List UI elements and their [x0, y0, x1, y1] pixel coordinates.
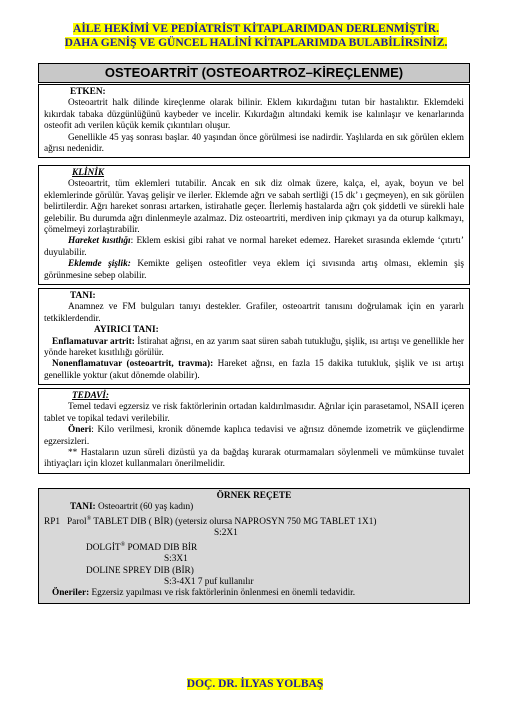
drug-2-rest: POMAD DIB BİR: [125, 542, 198, 553]
recete-drug-1: [44, 514, 464, 529]
recete-drug-2: [44, 540, 464, 555]
tani-p3-text: Hareket ağrısı, en fazla 15 dakika tutukluk, şişlik ve ısı artışı genellikle yoktur (akut dönemde olabilir).: [44, 359, 464, 381]
klinik-paragraph-1: Osteoartrit, tüm eklemleri tutabilir. Ancak en sık diz olmak üzere, kalça, el, ayak, boyun ve bel eklemlerinde görülür. Yavaş gelişir ve ilerler. Eklemde ağrı ve sabah sertliği (15 dk’ ı geçmeyen), en sık görülen belirtilerdir. Ağrı hareket sonrası artarken, istirahatle geçer. İlerlemiş hastalarda ağrı çok şiddetli ve sürekli hale gelebilir. Bu durumda ağrı dinlenmeyle azalmaz. Diz osteoartriti, merdiven inip çıkmayı ya da oturup kalkmayı, çömelmeyi zorlaştırabilir.: [44, 179, 464, 236]
recete-section: [38, 488, 470, 604]
tedavi-paragraph-1: Temel tedavi egzersiz ve risk faktörlerinin ortadan kaldırılmasıdır. Ağrılar için parasetamol, NSAII içeren tablet ve topikal tedavi verilebilir.: [44, 402, 464, 424]
ayirici-tani-heading: AYIRICI TANI:: [94, 325, 159, 336]
tani-p2-label: Enflamatuvar artrit:: [52, 336, 135, 347]
recete-tani-text: Osteoartrit (60 yaş kadın): [95, 502, 194, 513]
klinik-heading: KLİNİK: [72, 168, 105, 178]
klinik-paragraph-2: [44, 236, 464, 259]
tedavi-paragraph-3: ** Hastaların uzun süreli dizüstü ya da bağdaş kurarak oturmamaları söylenmeli ve mümkünse tuvalet ihtiyaçları için klozet kullanmaları önerilmelidir.: [44, 448, 464, 470]
tani-p3-label: Nonenflamatuvar (osteoartrit, travma):: [52, 359, 214, 370]
recete-oneri-text: Egzersiz yapılması ve risk faktörlerinin önlenmesi en önemli tedavidir.: [89, 588, 356, 599]
tedavi-section: [38, 388, 470, 474]
drug-2-reg: ®: [120, 541, 126, 548]
tani-p2-text: İstirahat ağrısı, en az yarım saat süren sabah tutukluğu, şişlik, ısı artışı ve genellikle her yönde hareket kısıtlılığı görülür.: [44, 336, 465, 359]
klinik-p2-text: : Eklem eskisi gibi rahat ve normal hareket edemez. Hareket sırasında eklemde ‘çıtırtı’ duyulabilir.: [44, 236, 464, 258]
tedavi-p2-label: Öneri: [68, 425, 92, 436]
page-title: OSTEOARTRİT (OSTEOARTROZ–KİREÇLENME): [38, 63, 470, 83]
recete-heading: ÖRNEK REÇETE: [216, 491, 292, 501]
drug-1-name: Parol: [67, 516, 87, 527]
tani-paragraph-1: Anamnez ve FM bulguları tanıyı destekler. Grafiler, osteoartrit tanısını doğrulamak için en yararlı tetkiklerdendir.: [44, 302, 464, 324]
author-footer: [0, 678, 510, 690]
recete-oneri-label: Öneriler:: [52, 588, 90, 599]
banner-line-1: AİLE HEKİMİ VE PEDİATRİST KİTAPLARIMDAN DERLENMİŞTİR.: [73, 23, 439, 35]
drug-1-reg: ®: [86, 515, 92, 522]
tani-paragraph-3: [44, 359, 464, 382]
recete-tani: [44, 502, 464, 513]
etken-paragraph-2: Genellikle 45 yaş sonrası başlar. 40 yaşından önce görülmesi ise nadirdir. Yaşlılarda en sık görülen eklem ağrısı nedenidir.: [44, 132, 464, 155]
klinik-p3-text: Kemikte gelişen osteofitler veya eklem içi sıvısında artış olması, eklemin şiş görünmesine sebep olabilir.: [44, 259, 464, 281]
klinik-paragraph-3: [44, 259, 464, 282]
drug-2-name: DOLGİT: [86, 542, 121, 553]
header-banner: [36, 22, 476, 50]
drug-1-dose: S:2X1: [214, 528, 238, 539]
drug-3-dose: S:3-4X1 7 puf kullanılır: [164, 577, 254, 588]
author-name: DOÇ. DR. İLYAS YOLBAŞ: [186, 678, 324, 690]
recete-tani-label: TANI:: [70, 502, 96, 513]
etken-paragraph-1: Osteoartrit halk dilinde kireçlenme olarak bilinir. Eklem kıkırdağını tutan bir hastalıktır. Eklemdeki kıkırdak tabaka düzgünlüğünü kaybeder ve incelir. Kıkırdağın altındaki kemik ise kalınlaşır ve kenarlarında osteofit adı verilen küçük kemik çıkıntıları oluşur.: [44, 98, 464, 132]
tedavi-paragraph-2: [44, 425, 464, 448]
klinik-p3-label: Eklemde şişlik:: [68, 259, 131, 270]
tani-section: [38, 288, 470, 385]
banner-line-2: DAHA GENİŞ VE GÜNCEL HALİNİ KİTAPLARIMDA BULABİLİRSİNİZ.: [64, 37, 448, 49]
recete-drug-3: DOLINE SPREY DIB (BİR): [86, 565, 194, 576]
drug-2-dose: S:3X1: [164, 554, 188, 565]
klinik-p2-label: Hareket kısıtlığı: [68, 236, 131, 247]
drug-1-rest: TABLET DIB ( BİR) (yetersiz olursa NAPROSYN 750 MG TABLET 1X1): [91, 516, 377, 527]
tani-paragraph-2: [44, 337, 464, 360]
tani-heading: TANI:: [70, 291, 96, 301]
recete-rp-label: RP1: [44, 516, 61, 527]
tedavi-p2-text: : Kilo verilmesi, kronik dönemde kaplıca tedavisi ve ağrısız dönemde izometrik ve güçlendirme egzersizleri.: [44, 425, 464, 447]
tedavi-heading: TEDAVİ:: [72, 391, 110, 401]
recete-oneri: [44, 588, 464, 599]
etken-heading: ETKEN:: [70, 87, 106, 97]
etken-section: [38, 84, 470, 158]
klinik-section: [38, 165, 470, 285]
